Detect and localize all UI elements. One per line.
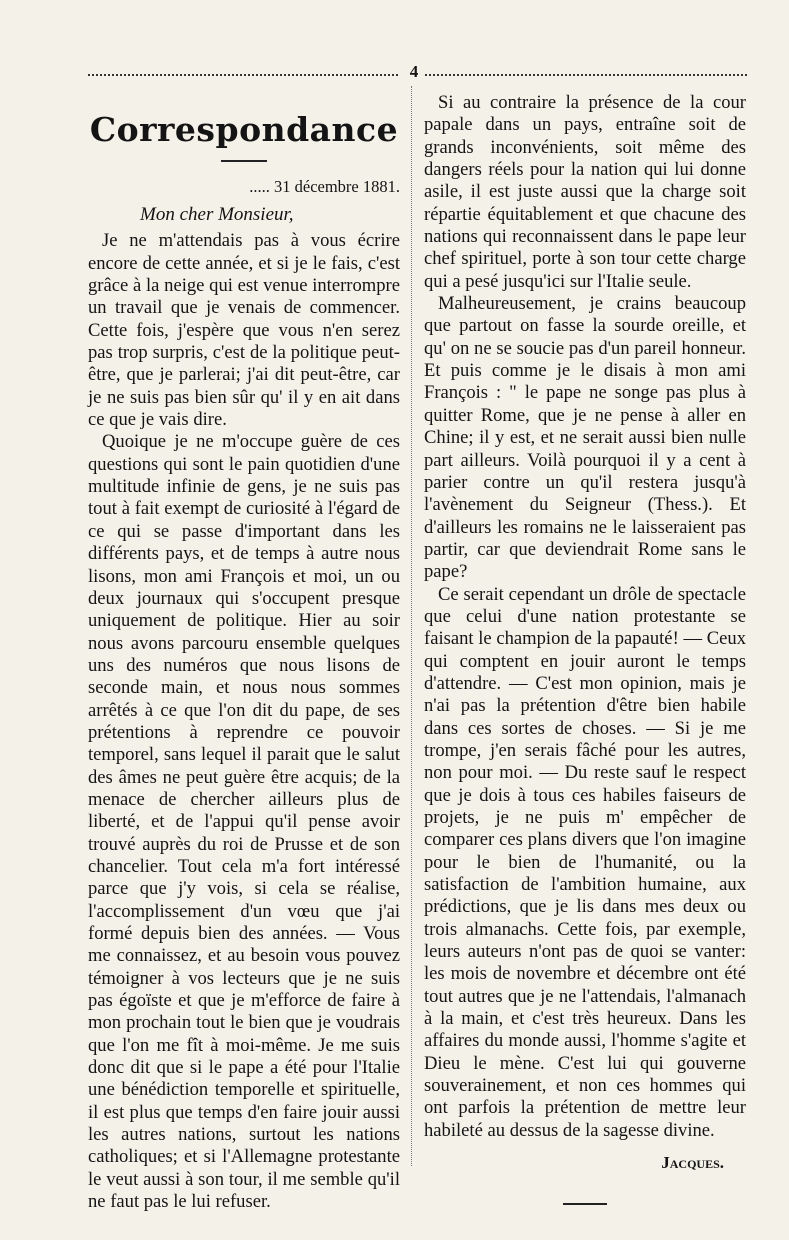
- column-divider: [411, 86, 412, 1166]
- signature: Jacques.: [661, 1153, 724, 1173]
- header-rule-right: [425, 74, 747, 76]
- left-column: [88, 92, 400, 1213]
- paragraph: Ce serait cependant un drôle de spectacle que celui d'une nation protestante se faisant le champion de la papauté! — Ceux qui comptent en jouir auront le temps d'attendre. — C'est mon opinion, mais je n'ai pas la prétention d'être bien habile dans ces sortes de choses. — Si je me trompe, j'en serais fâché pour les autres, non pour moi. — Du reste sauf le respect que je dois à tous ces habiles faiseurs de projets, je ne puis m' empêcher de comparer ces plans divers que l'on imagine pour le bien de l'humanité, ou la satisfaction de l'ambition humaine, aux prédictions, que je lis dans mes deux ou trois almanachs. Cette fois, par exemple, leurs auteurs n'ont pas de quoi se vanter: les mois de novembre et décembre ont été tout autres que je ne l'attendais, l'almanach à la main, et c'est très heureux. Dans les affaires du monde aussi, l'homme s'agite et Dieu le mène. C'est lui qui gouverne souverainement, et non ces hommes qui ont parfois la prétention de mettre leur habileté au dessus de la sagesse divine.: [424, 583, 746, 1141]
- right-column: [424, 92, 746, 1205]
- article-heading: Correspondance: [89, 110, 399, 149]
- salutation: Mon cher Monsieur,: [140, 204, 294, 225]
- paragraph: Je ne m'attendais pas à vous écrire encore de cette année, et si je le fais, c'est grâce à la neige qui est venue interrompre un travail que je venais de commencer. Cette fois, j'espère que vous n'en serez pas trop surpris, c'est de la politique peut-être, que je parlerai; j'ai dit peut-être, car je ne suis pas bien sûr qu' il y en ait dans ce que je vais dire.: [88, 230, 400, 431]
- dateline: ..... 31 décembre 1881.: [249, 177, 400, 196]
- end-rule: [563, 1203, 607, 1205]
- paragraph: Quoique je ne m'occupe guère de ces questions qui sont le pain quotidien d'une multitude infinie de gens, je ne suis pas tout à fait exempt de curiosité à l'égard de ce qui se passe d'important dans les différents pays, et de temps à autre nous lisons, mon ami François et moi, un ou deux journaux qui s'occupent presque uniquement de politique. Hier au soir nous avons parcouru ensemble quelques uns des numéros que nous lisons de seconde main, et nous nous sommes arrêtés à ce que l'on dit du pape, de ses prétentions à reprendre ce pouvoir temporel, sans lequel il parait que le salut des âmes ne peut guère être acquis; de la menace de chercher ailleurs plus de liberté, et de l'appui qu'il pense avoir trouvé auprès du roi de Prusse et de son chancelier. Tout cela m'a fort intéressé parce que j'y vois, si cela se réalise, l'accomplissement d'un vœu que j'ai formé depuis bien des années. — Vous me connaissez, et au besoin vous pouvez témoigner à vos lecteurs que je ne suis pas égoïste et que je m'efforce de faire à mon prochain tout le bien que je voudrais que l'on me fît à moi-même. Je me suis donc dit que si le pape a été pour l'Italie une bénédiction temporelle et spirituelle, il est plus que temps d'en faire jouir aussi les autres nations, surtout les nations catholiques; et si l'Allemagne protestante le veut aussi à son tour, il me semble qu'il ne faut pas le lui refuser.: [88, 431, 400, 1213]
- page-number: 4: [409, 62, 419, 81]
- header-rule-left: [88, 74, 398, 76]
- heading-rule: [221, 160, 267, 162]
- paragraph: Malheureusement, je crains beaucoup que partout on fasse la sourde oreille, et qu' on ne se soucie pas d'un pareil honneur. Et puis comme je le disais à mon ami François : " le pape ne songe pas plus à quitter Rome, que je ne pense à aller en Chine; il y est, et ne serait aussi bien nulle part ailleurs. Voilà pourquoi il y a cent à parier contre un qu'il restera jusqu'à l'avènement du Seigneur (Thess.). Et d'ailleurs les romains ne le laisseraient pas partir, car que deviendrait Rome sans le pape?: [424, 293, 746, 583]
- paragraph: Si au contraire la présence de la cour papale dans un pays, entraîne soit de grands inconvénients, soit même des dangers réels pour la nation qui lui donne asile, il est juste aussi que la charge soit répartie équitablement et que chacune des nations qui reconnaissent dans le pape leur chef spirituel, porte à son tour cette charge qui a pesé jusqu'ici sur l'Italie seule.: [424, 92, 746, 292]
